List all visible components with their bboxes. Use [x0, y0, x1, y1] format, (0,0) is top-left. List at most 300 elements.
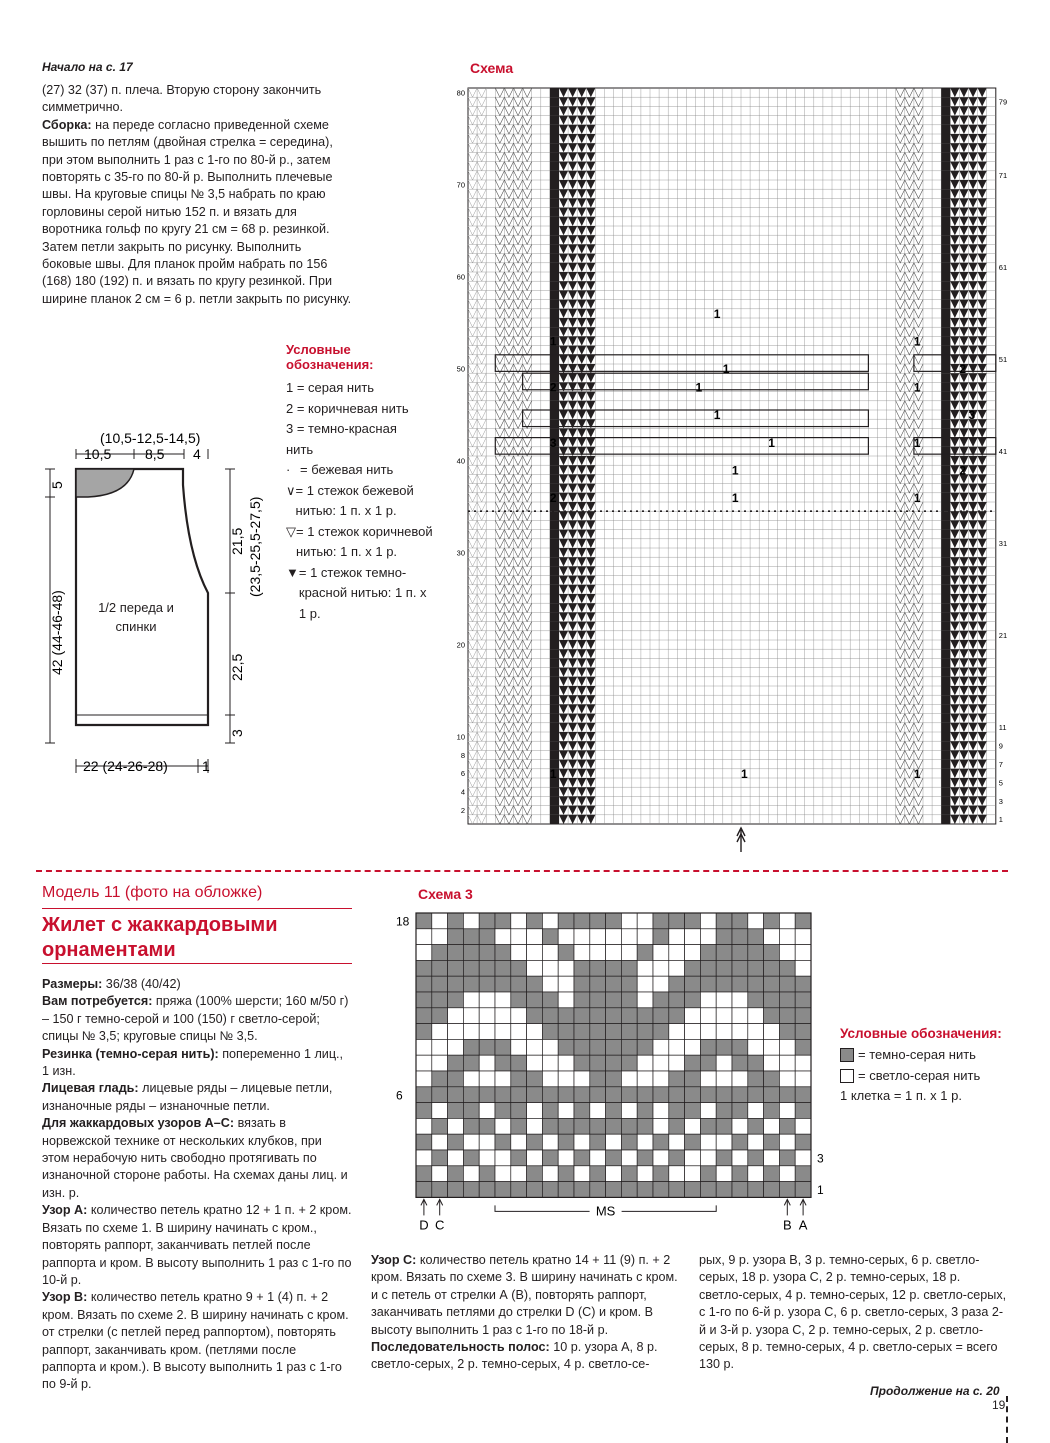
dark-cell	[550, 235, 559, 244]
legend-1-items	[286, 378, 446, 624]
light-cell	[779, 1103, 795, 1119]
dark-cell	[941, 428, 950, 437]
dark-cell	[448, 1166, 464, 1182]
dark-swatch-icon	[840, 1048, 854, 1062]
dark-cell	[495, 976, 511, 992]
light-cell	[542, 976, 558, 992]
dark-cell	[574, 1087, 590, 1103]
top-text-p1: (27) 32 (37) п. плеча. Вторую сторону закончить симметрично.	[42, 83, 322, 115]
light-cell	[716, 1024, 732, 1040]
dark-cell	[550, 732, 559, 741]
dark-cell	[716, 1087, 732, 1103]
dark-cell	[795, 976, 811, 992]
light-cell	[479, 1008, 495, 1024]
dark-cell	[685, 1134, 701, 1150]
light-cell	[700, 1103, 716, 1119]
dark-cell	[795, 1024, 811, 1040]
dark-cell	[716, 1118, 732, 1134]
light-cell	[621, 1071, 637, 1087]
light-cell	[558, 1103, 574, 1119]
dark-cell	[941, 741, 950, 750]
dark-cell	[637, 1118, 653, 1134]
dark-cell	[941, 336, 950, 345]
dark-cell	[637, 1182, 653, 1198]
dark-cell	[590, 1087, 606, 1103]
dark-cell	[574, 1118, 590, 1134]
top-text	[42, 82, 352, 308]
dark-cell	[716, 1182, 732, 1198]
dark-cell	[550, 106, 559, 115]
light-cell	[448, 1118, 464, 1134]
dark-cell	[432, 1008, 448, 1024]
light-cell	[716, 1055, 732, 1071]
dark-cell	[732, 929, 748, 945]
light-cell	[558, 992, 574, 1008]
dark-cell	[542, 992, 558, 1008]
dark-cell	[574, 1103, 590, 1119]
dark-cell	[550, 704, 559, 713]
light-cell	[637, 929, 653, 945]
dark-cell	[764, 1103, 780, 1119]
dark-cell	[748, 1150, 764, 1166]
dark-cell	[558, 1008, 574, 1024]
model-text-p: Резинка (темно-серая нить): попеременно 1 лиц., 1 изн.	[42, 1046, 344, 1079]
dark-cell	[700, 1182, 716, 1198]
light-cell	[527, 1055, 543, 1071]
dark-cell	[941, 815, 950, 824]
dark-cell	[550, 566, 559, 575]
dark-cell	[653, 1087, 669, 1103]
dark-cell	[685, 992, 701, 1008]
dark-cell	[542, 1008, 558, 1024]
dot-icon: ·	[286, 462, 291, 477]
dark-cell	[558, 1182, 574, 1198]
dark-cell	[669, 1118, 685, 1134]
light-cell	[700, 992, 716, 1008]
chart-mark: 3	[549, 435, 557, 450]
dark-cell	[764, 1071, 780, 1087]
dark-cell	[511, 1182, 527, 1198]
dark-cell	[550, 125, 559, 134]
dark-cell	[700, 945, 716, 961]
dark-cell	[941, 392, 950, 401]
dark-cell	[716, 976, 732, 992]
dark-cell	[479, 913, 495, 929]
light-cell	[558, 960, 574, 976]
dark-cell	[550, 254, 559, 263]
dark-cell	[941, 631, 950, 640]
light-cell	[653, 945, 669, 961]
dark-cell	[416, 1008, 432, 1024]
dark-cell	[511, 1150, 527, 1166]
chart-mark: 2	[549, 380, 557, 395]
dark-cell	[558, 945, 574, 961]
scheme-1-title: Схема	[470, 60, 514, 76]
light-cell	[764, 1039, 780, 1055]
dark-cell	[550, 548, 559, 557]
dark-cell	[448, 976, 464, 992]
light-cell	[748, 1166, 764, 1182]
dark-cell	[550, 244, 559, 253]
dark-cell	[621, 1118, 637, 1134]
dark-cell	[941, 668, 950, 677]
light-cell	[685, 1024, 701, 1040]
dark-cell	[795, 1008, 811, 1024]
dark-cell	[550, 806, 559, 815]
light-cell	[558, 1055, 574, 1071]
light-cell	[606, 1134, 622, 1150]
light-cell	[574, 1166, 590, 1182]
dark-cell	[606, 1103, 622, 1119]
light-cell	[700, 1024, 716, 1040]
dark-cell	[542, 1087, 558, 1103]
dark-cell	[558, 913, 574, 929]
dark-cell	[637, 1008, 653, 1024]
legend-item: 2 = коричневая нить	[286, 400, 409, 416]
light-cell	[732, 1150, 748, 1166]
dark-cell	[606, 1008, 622, 1024]
dark-cell	[432, 976, 448, 992]
light-cell	[653, 1118, 669, 1134]
dark-cell	[479, 929, 495, 945]
dark-cell	[542, 1150, 558, 1166]
dark-cell	[606, 976, 622, 992]
light-cell	[764, 1118, 780, 1134]
dark-cell	[495, 1039, 511, 1055]
dark-cell	[795, 1039, 811, 1055]
light-cell	[511, 1166, 527, 1182]
dark-cell	[700, 960, 716, 976]
dark-cell	[941, 244, 950, 253]
light-cell	[669, 960, 685, 976]
dark-cell	[941, 134, 950, 143]
dark-cell	[795, 1182, 811, 1198]
dark-cell	[463, 1039, 479, 1055]
dark-cell	[550, 318, 559, 327]
dark-cell	[941, 649, 950, 658]
model-text-p: Размеры: 36/38 (40/42)	[42, 977, 181, 991]
dark-cell	[941, 346, 950, 355]
light-cell	[779, 1039, 795, 1055]
dark-cell	[463, 1055, 479, 1071]
dark-cell	[669, 1150, 685, 1166]
dark-cell	[669, 1087, 685, 1103]
dark-cell	[550, 465, 559, 474]
dark-cell	[550, 88, 559, 97]
chart-mark: 2	[959, 463, 967, 478]
dark-cell	[550, 640, 559, 649]
dark-cell	[941, 796, 950, 805]
dark-cell	[416, 960, 432, 976]
dark-cell	[941, 594, 950, 603]
scheme-3-chart	[390, 905, 830, 1235]
dark-cell	[732, 1166, 748, 1182]
dark-cell	[685, 913, 701, 929]
dark-cell	[941, 557, 950, 566]
dark-cell	[941, 760, 950, 769]
light-cell	[653, 960, 669, 976]
row-label: 9	[998, 741, 1003, 751]
dark-cell	[495, 1103, 511, 1119]
dark-cell	[941, 198, 950, 207]
light-cell	[795, 1118, 811, 1134]
dark-cell	[416, 1024, 432, 1040]
row-label: 20	[456, 640, 465, 650]
dark-cell	[941, 484, 950, 493]
dark-cell	[590, 976, 606, 992]
dark-cell	[941, 493, 950, 502]
light-cell	[621, 929, 637, 945]
row-label: 60	[456, 272, 465, 282]
model-rule	[42, 908, 352, 909]
dark-cell	[590, 960, 606, 976]
dark-cell	[685, 1103, 701, 1119]
light-cell	[653, 1071, 669, 1087]
dark-cell	[590, 1024, 606, 1040]
dark-cell	[550, 116, 559, 125]
light-cell	[463, 1166, 479, 1182]
dark-cell	[716, 945, 732, 961]
dark-cell	[637, 1024, 653, 1040]
dark-cell	[606, 960, 622, 976]
light-cell	[558, 1071, 574, 1087]
dark-cell	[795, 913, 811, 929]
row-label: 40	[456, 456, 465, 466]
legend-item: ∨ = 1 стежок бежевой нитью: 1 п. х 1 р.	[286, 481, 436, 522]
dark-cell	[606, 1118, 622, 1134]
dark-cell	[716, 1103, 732, 1119]
dark-cell	[941, 585, 950, 594]
dark-cell	[621, 976, 637, 992]
dark-cell	[550, 180, 559, 189]
light-cell	[621, 1150, 637, 1166]
dark-cell	[669, 1071, 685, 1087]
dark-cell	[448, 960, 464, 976]
light-cell	[527, 1150, 543, 1166]
dark-cell	[795, 1134, 811, 1150]
chart-mark: 1	[913, 435, 921, 450]
dark-cell	[416, 1182, 432, 1198]
dark-cell	[479, 1039, 495, 1055]
dark-cell	[669, 992, 685, 1008]
dark-cell	[574, 1008, 590, 1024]
dark-cell	[527, 1182, 543, 1198]
dark-cell	[495, 1182, 511, 1198]
dark-cell	[779, 976, 795, 992]
light-cell	[669, 1055, 685, 1071]
dark-cell	[550, 300, 559, 309]
dark-cell	[941, 263, 950, 272]
section-divider	[36, 870, 1008, 872]
light-cell	[542, 1055, 558, 1071]
dark-cell	[764, 1008, 780, 1024]
dark-cell	[941, 355, 950, 364]
light-cell	[779, 1134, 795, 1150]
light-cell	[432, 1134, 448, 1150]
dark-cell	[941, 254, 950, 263]
light-cell	[590, 1103, 606, 1119]
model-rule	[42, 963, 352, 964]
dark-cell	[416, 1166, 432, 1182]
dark-cell	[550, 750, 559, 759]
light-cell	[685, 929, 701, 945]
light-cell	[495, 1166, 511, 1182]
dark-cell	[669, 976, 685, 992]
light-cell	[495, 1008, 511, 1024]
dark-cell	[941, 217, 950, 226]
dark-cell	[941, 474, 950, 483]
light-cell	[527, 960, 543, 976]
neck-shape	[76, 469, 134, 497]
dark-cell	[941, 281, 950, 290]
dark-cell	[941, 226, 950, 235]
hollow-triangle-icon: ▽	[286, 523, 296, 539]
pattern-label: 1/2 переда и спинки	[98, 600, 174, 634]
row-label: 51	[998, 355, 1008, 365]
dark-cell	[732, 945, 748, 961]
light-cell	[416, 945, 432, 961]
dark-cell	[495, 960, 511, 976]
arrow-label: C	[435, 1217, 445, 1233]
light-cell	[495, 929, 511, 945]
dark-cell	[700, 1166, 716, 1182]
dark-cell	[479, 960, 495, 976]
dark-cell	[779, 1024, 795, 1040]
dark-cell	[621, 1024, 637, 1040]
light-cell	[748, 1008, 764, 1024]
light-cell	[527, 1039, 543, 1055]
light-cell	[463, 992, 479, 1008]
dark-cell	[669, 1103, 685, 1119]
light-cell	[748, 913, 764, 929]
dark-cell	[511, 1118, 527, 1134]
light-cell	[779, 945, 795, 961]
dim-label: 22 (24-26-28)	[83, 758, 168, 774]
dim-label: 3	[229, 729, 245, 737]
dark-cell	[511, 1087, 527, 1103]
light-cell	[479, 1103, 495, 1119]
dark-cell	[606, 1071, 622, 1087]
dark-cell	[527, 1071, 543, 1087]
model-text-p: Для жаккардовых узоров А–С: вязать в норвежской технике от нескольких клубков, при этом нерабочую нить свободно протягивать по изнаночной стороне работы. На схемах даны лиц. и изн. р.	[42, 1116, 348, 1200]
row-label: 6	[460, 769, 465, 779]
col2-text	[371, 1252, 681, 1374]
dark-cell	[795, 1103, 811, 1119]
dark-cell	[574, 1055, 590, 1071]
light-cell	[590, 1150, 606, 1166]
light-cell	[685, 1008, 701, 1024]
dark-cell	[941, 787, 950, 796]
dark-cell	[590, 1182, 606, 1198]
dark-cell	[941, 171, 950, 180]
dark-cell	[550, 677, 559, 686]
dark-cell	[590, 1071, 606, 1087]
dark-cell	[463, 1087, 479, 1103]
continued-to: Продолжение на с. 20	[870, 1384, 1000, 1398]
light-cell	[542, 1039, 558, 1055]
dark-cell	[748, 1071, 764, 1087]
dark-cell	[941, 88, 950, 97]
dark-cell	[416, 1134, 432, 1150]
dark-cell	[941, 603, 950, 612]
light-cell	[732, 1008, 748, 1024]
dark-cell	[550, 686, 559, 695]
dark-cell	[779, 960, 795, 976]
light-cell	[495, 1071, 511, 1087]
dark-cell	[574, 913, 590, 929]
row-label: 11	[998, 723, 1007, 733]
chart-mark: 1	[913, 334, 921, 349]
dark-cell	[700, 1118, 716, 1134]
light-cell	[416, 1055, 432, 1071]
dark-cell	[941, 300, 950, 309]
model-text-p: Узор В: количество петель кратно 9 + 1 (4) п. + 2 кром. Вязать по схеме 2. В ширину начинать с кром. от стрелки (с петлей перед раппортом), повторять раппорт, заканчивать кром. (петлями после раппорта и кром.). В высоту выполнить 1 раз с 1-го по 9-й р.	[42, 1290, 349, 1392]
row-label: 31	[998, 539, 1008, 549]
light-cell	[495, 1024, 511, 1040]
light-cell	[606, 1166, 622, 1182]
light-cell	[748, 1103, 764, 1119]
dark-cell	[590, 1008, 606, 1024]
dark-cell	[637, 1087, 653, 1103]
dark-cell	[550, 456, 559, 465]
dark-cell	[550, 741, 559, 750]
legend-3-cell: 1 клетка = 1 п. х 1 р.	[840, 1088, 962, 1103]
light-cell	[732, 992, 748, 1008]
light-cell	[542, 1071, 558, 1087]
dark-cell	[779, 1118, 795, 1134]
dark-cell	[590, 913, 606, 929]
row-label: 7	[998, 759, 1003, 769]
dark-cell	[653, 1024, 669, 1040]
dark-cell	[511, 976, 527, 992]
chart-mark: 1	[549, 334, 557, 349]
dark-cell	[669, 1008, 685, 1024]
legend-1	[286, 342, 446, 624]
dark-cell	[941, 511, 950, 520]
dark-cell	[511, 1071, 527, 1087]
row-label: 70	[456, 180, 465, 190]
light-cell	[479, 1150, 495, 1166]
dark-cell	[941, 686, 950, 695]
dark-cell	[779, 992, 795, 1008]
dark-cell	[941, 456, 950, 465]
dark-cell	[764, 992, 780, 1008]
dark-cell	[716, 960, 732, 976]
dark-cell	[558, 1118, 574, 1134]
light-cell	[574, 1134, 590, 1150]
light-cell	[621, 945, 637, 961]
dark-cell	[685, 1182, 701, 1198]
dark-cell	[542, 1118, 558, 1134]
light-cell	[416, 1118, 432, 1134]
dark-cell	[432, 1087, 448, 1103]
dim-label: (10,5-12,5-14,5)	[100, 430, 201, 446]
light-cell	[463, 1008, 479, 1024]
legend-1-title: Условные обозначения:	[286, 342, 374, 372]
dark-cell	[941, 116, 950, 125]
light-cell	[716, 992, 732, 1008]
dark-cell	[550, 796, 559, 805]
dark-cell	[550, 281, 559, 290]
dark-cell	[748, 976, 764, 992]
model-title: Жилет с жаккардовыми орнаментами	[42, 914, 278, 961]
light-cell	[590, 945, 606, 961]
dim-label: 8,5	[145, 446, 165, 462]
dark-cell	[621, 992, 637, 1008]
col2-text-p: Узор С: количество петель кратно 14 + 11 (9) п. + 2 кром. Вязать по схеме 3. В ширину начинать с кром. и с петель от стрелки А (В), повторять раппорт, заканчивать петлями до стрелки D (C) и кром. В высоту выполнить 1 раз с 1-го по 18-й р.	[371, 1253, 678, 1337]
light-cell	[416, 929, 432, 945]
light-cell	[463, 1024, 479, 1040]
